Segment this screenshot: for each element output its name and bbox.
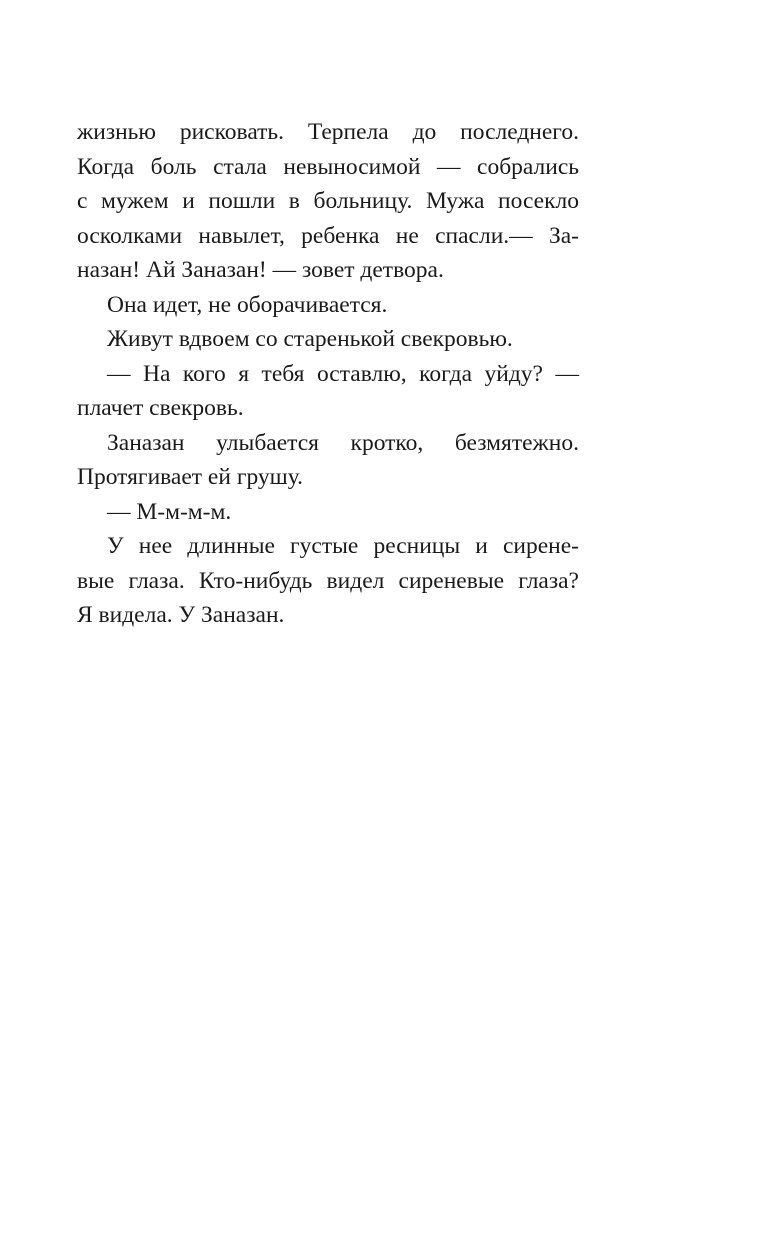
text-line: назан! Ай Заназан! — зовет детвора. (77, 257, 444, 283)
paragraph-line: Заназан улыбается кротко, безмятежно. (107, 429, 579, 456)
text-line: Я видела. У Заназан. (77, 602, 285, 628)
text-line: вые глаза. Кто-нибудь видел сиреневые глаза? (77, 567, 579, 594)
body-text (77, 115, 579, 633)
text-line: осколками навылет, ребенка не спасли.— За- (77, 222, 579, 249)
text-line: Протягивает ей грушу. (77, 464, 304, 490)
dialogue-line: — На кого я тебя оставлю, когда уйду? — (107, 360, 579, 387)
text-line: жизнью рисковать. Терпела до последнего. (77, 119, 579, 145)
dialogue-line: — М-м-м-м. (107, 498, 232, 525)
text-line: плачет свекровь. (77, 395, 244, 421)
paragraph-line: Она идет, не оборачивается. (107, 291, 388, 318)
text-line: Когда боль стала невыносимой — собрались (77, 153, 579, 180)
paragraph-line: Живут вдвоем со старенькой свекровью. (107, 326, 513, 352)
text-line: с мужем и пошли в больницу. Мужа посекло (77, 188, 579, 214)
paragraph-line: У нее длинные густые ресницы и сирене- (107, 533, 579, 559)
